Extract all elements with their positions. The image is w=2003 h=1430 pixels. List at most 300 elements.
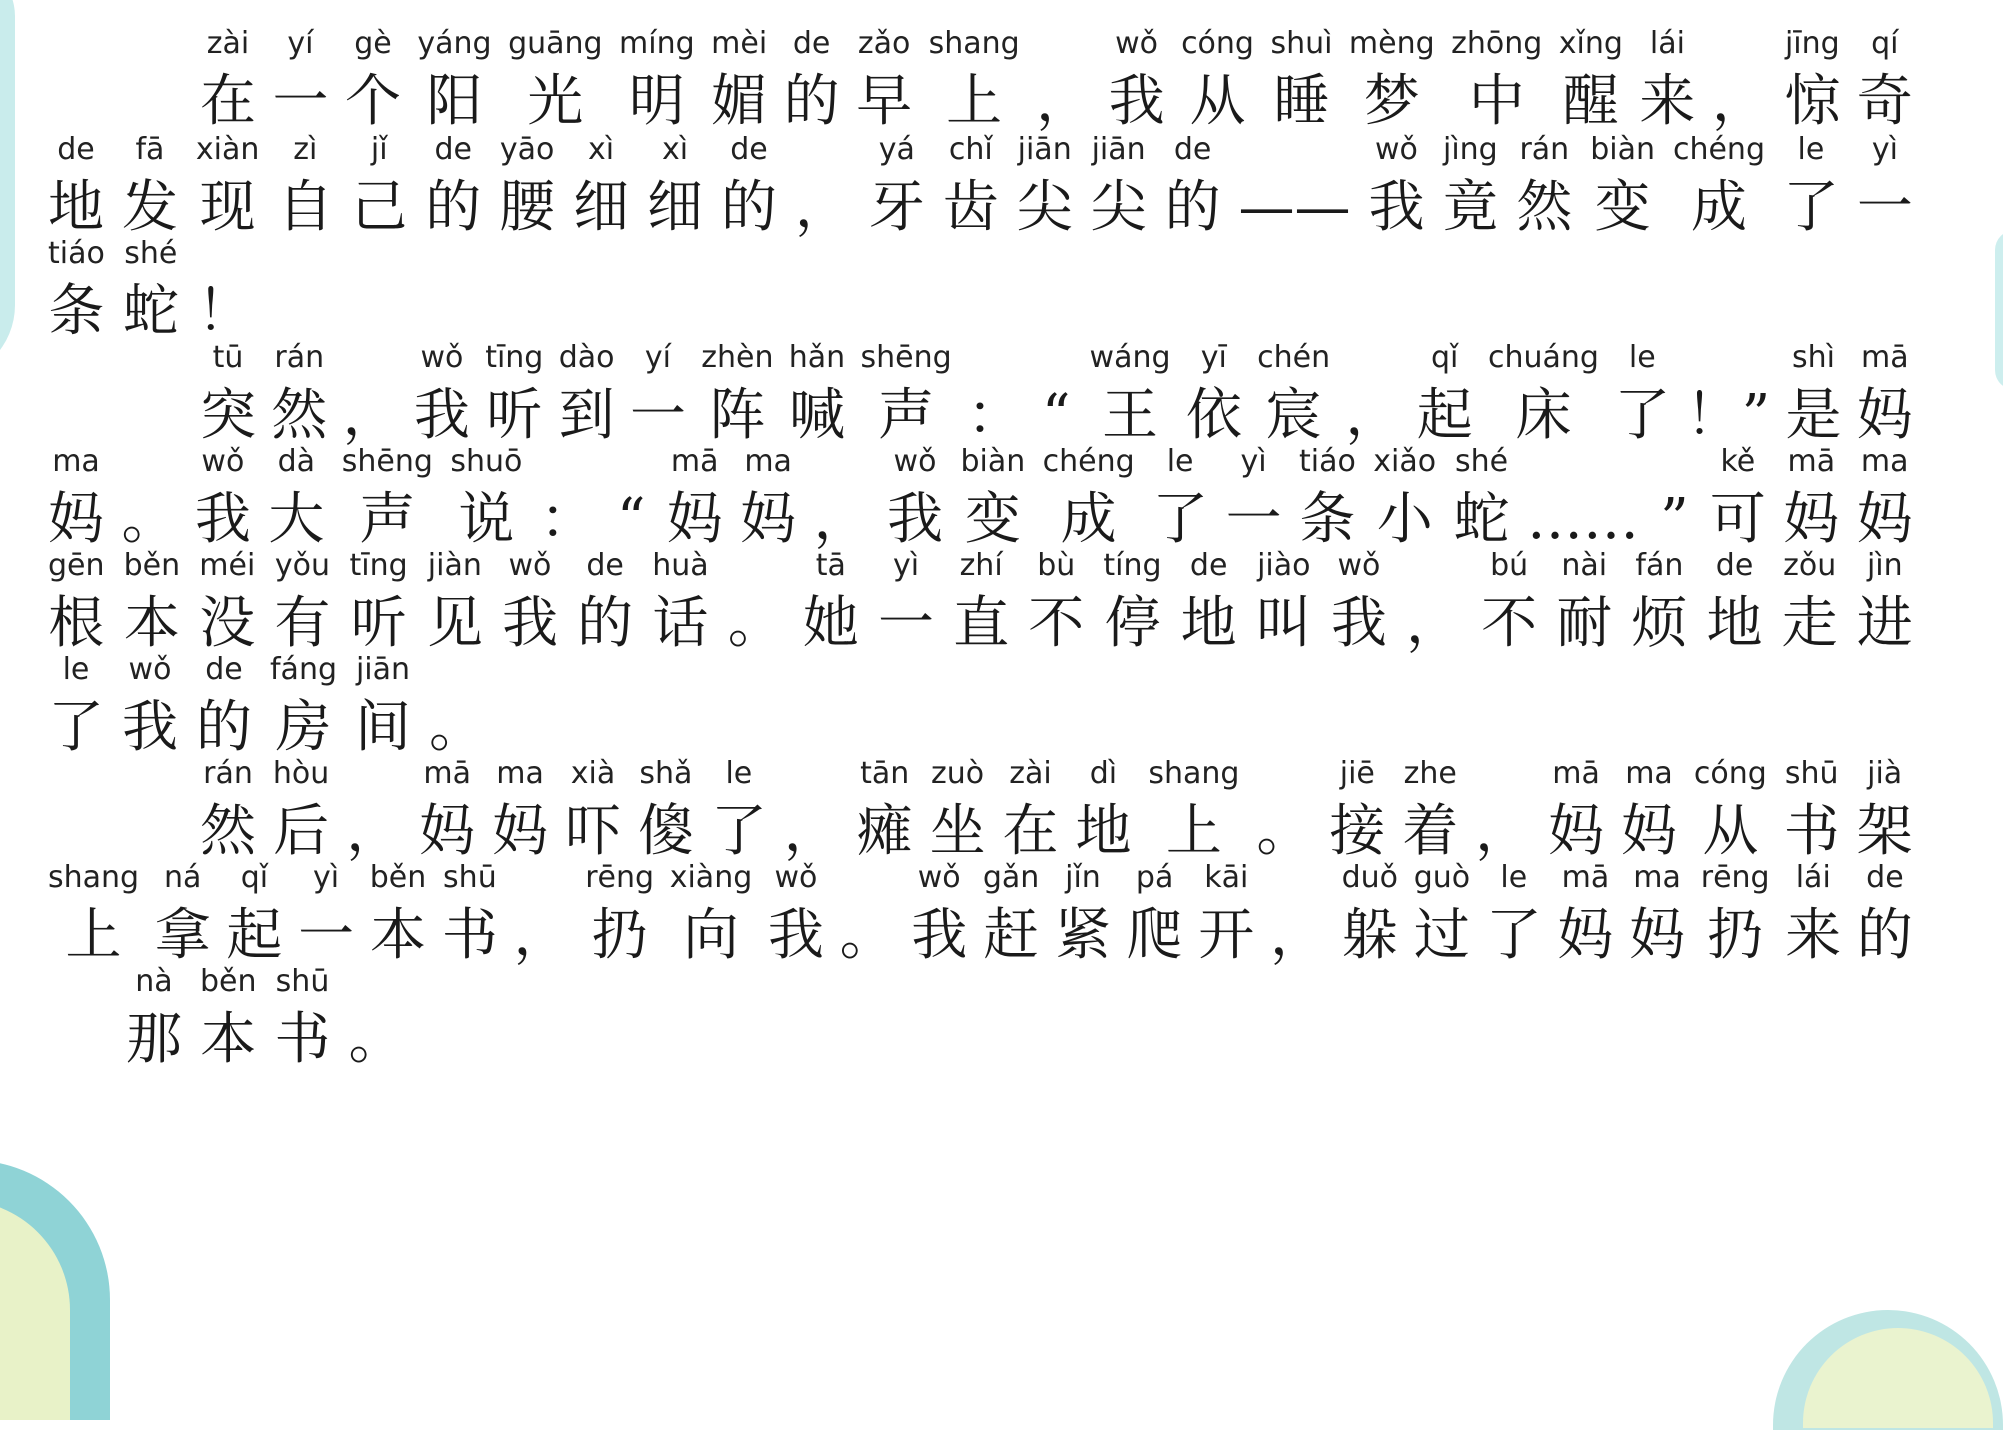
pinyin-label: le — [1166, 444, 1194, 479]
hanzi-character: 蛇 — [122, 279, 179, 344]
pinyin-label: xiàng — [669, 860, 753, 895]
hanzi-character: 扔 — [591, 903, 648, 968]
hanzi-character: 了 — [710, 799, 767, 864]
hanzi-character: 我 — [501, 591, 558, 656]
hanzi-character: 喊 — [788, 383, 845, 448]
pinyin-label: wǒ — [201, 444, 245, 479]
hanzi-character: 在 — [1002, 799, 1059, 864]
pinyin-label: tīng — [485, 340, 544, 375]
hanzi-character: 妈 — [740, 487, 797, 552]
pinyin-label: yáng — [417, 26, 492, 61]
hanzi-character: 阵 — [709, 383, 766, 448]
pinyin-label: de — [586, 548, 624, 583]
hanzi-character: 早 — [856, 69, 913, 134]
pinyin-label: guò — [1413, 860, 1471, 895]
punctuation-mark: 。 — [121, 487, 178, 552]
hanzi-character: 了 — [1485, 903, 1542, 968]
hanzi-character: 爬 — [1126, 903, 1183, 968]
hanzi-character: 是 — [1785, 383, 1842, 448]
hanzi-character: 然 — [1516, 175, 1573, 240]
pinyin-label: tíng — [1103, 548, 1162, 583]
pinyin-label: ma — [744, 444, 792, 479]
hanzi-character: 条 — [48, 279, 105, 344]
punctuation-mark: “ — [1041, 383, 1071, 448]
pinyin-label: bù — [1037, 548, 1076, 583]
hanzi-character: 变 — [964, 487, 1021, 552]
pinyin-label: cóng — [1693, 756, 1767, 791]
pinyin-label: yì — [313, 860, 340, 895]
hanzi-character: 地 — [1180, 591, 1237, 656]
punctuation-mark: “ — [616, 487, 646, 552]
hanzi-character: 书 — [274, 1007, 331, 1072]
character-cell — [1342, 860, 1398, 970]
hanzi-character: 床 — [1515, 383, 1572, 448]
hanzi-character: 我 — [911, 903, 968, 968]
hanzi-character: 腰 — [499, 175, 556, 240]
pinyin-label: le — [1500, 860, 1528, 895]
pinyin-label: jīng — [1784, 26, 1840, 61]
character-cell — [911, 860, 967, 970]
character-cell — [48, 236, 105, 346]
pinyin-label: hòu — [272, 756, 330, 791]
hanzi-character: 惊 — [1784, 69, 1841, 134]
pinyin-label: qǐ — [1431, 340, 1459, 375]
character-cell — [1055, 860, 1111, 970]
punctuation-mark: ， — [1475, 799, 1532, 864]
pinyin-label: duǒ — [1341, 860, 1399, 895]
pinyin-label: xiàn — [195, 132, 260, 167]
hanzi-character: 房 — [275, 695, 332, 760]
pinyin-label: jìn — [1866, 548, 1903, 583]
pinyin-label: zhe — [1403, 756, 1457, 791]
pinyin-label: yāo — [499, 132, 555, 167]
pinyin-label: wǒ — [774, 860, 818, 895]
hanzi-character: 己 — [351, 175, 408, 240]
pinyin-label: wǒ — [508, 548, 552, 583]
hanzi-character: 了 — [1152, 487, 1209, 552]
pinyin-label: qǐ — [240, 860, 269, 895]
hanzi-character: 竟 — [1442, 175, 1499, 240]
pinyin-label: de — [730, 132, 768, 167]
character-cell — [200, 964, 257, 1074]
hanzi-character: 我 — [767, 903, 824, 968]
pinyin-label: zhōng — [1451, 26, 1543, 61]
hanzi-character: 小 — [1376, 487, 1433, 552]
pinyin-label: shang — [928, 26, 1020, 61]
pinyin-label: xiǎo — [1373, 444, 1437, 479]
pinyin-label: jǐn — [1065, 860, 1101, 895]
pinyin-label: de — [434, 132, 472, 167]
pinyin-label: wǒ — [128, 652, 172, 687]
hanzi-character: 的 — [1856, 903, 1913, 968]
pinyin-label: shū — [1784, 756, 1839, 791]
pinyin-label: shēng — [860, 340, 952, 375]
hanzi-character: 她 — [802, 591, 859, 656]
hanzi-character: 一 — [629, 383, 686, 448]
pinyin-label: běn — [200, 964, 257, 999]
pinyin-label: chéng — [1672, 132, 1765, 167]
hanzi-character: 声 — [878, 383, 935, 448]
hanzi-character: 进 — [1856, 591, 1913, 656]
pinyin-label: xì — [588, 132, 615, 167]
character-cell — [768, 860, 824, 970]
punctuation-mark: ， — [1711, 69, 1768, 134]
punctuation-mark: ， — [1036, 69, 1093, 134]
hanzi-character: 上 — [65, 903, 122, 968]
pinyin-label: rán — [203, 756, 253, 791]
hanzi-character: 妈 — [1783, 487, 1840, 552]
hanzi-character: 不 — [1028, 591, 1085, 656]
pinyin-label: ma — [1625, 756, 1673, 791]
hanzi-character: 根 — [48, 591, 105, 656]
hanzi-character: 现 — [199, 175, 256, 240]
punctuation-mark: ： — [966, 383, 1023, 448]
character-cell — [1857, 860, 1913, 970]
pinyin-label: rēng — [585, 860, 655, 895]
pinyin-label: guāng — [508, 26, 603, 61]
hanzi-character: 开 — [1198, 903, 1255, 968]
punctuation-mark: ， — [513, 903, 570, 968]
pinyin-label: shū — [275, 964, 330, 999]
punctuation — [349, 964, 405, 1074]
punctuation-mark: ， — [1406, 591, 1463, 656]
hanzi-character: 本 — [369, 903, 426, 968]
pinyin-label: bú — [1490, 548, 1529, 583]
hanzi-character: 变 — [1594, 175, 1651, 240]
hanzi-character: 来 — [1785, 903, 1842, 968]
pinyin-label: kāi — [1204, 860, 1249, 895]
hanzi-character: 的 — [425, 175, 482, 240]
hanzi-character: 奇 — [1856, 69, 1913, 134]
pinyin-label: wǒ — [1337, 548, 1381, 583]
pinyin-label: zuò — [931, 756, 985, 791]
hanzi-character: 妈 — [419, 799, 476, 864]
character-cell — [123, 236, 179, 346]
pinyin-label: tān — [860, 756, 910, 791]
hanzi-character: 然 — [271, 383, 328, 448]
hanzi-character: 向 — [682, 903, 739, 968]
pinyin-label: shé — [1454, 444, 1509, 479]
hanzi-character: 了 — [48, 695, 104, 760]
pinyin-label: zǒu — [1783, 548, 1837, 583]
hanzi-character: 自 — [277, 175, 334, 240]
pinyin-label: de — [1715, 548, 1754, 583]
pinyin-label: rán — [274, 340, 325, 375]
pinyin-label: zǎo — [857, 26, 911, 61]
pinyin-label: yī — [1200, 340, 1227, 375]
pinyin-label: wǒ — [917, 860, 961, 895]
hanzi-character: 个 — [344, 69, 401, 134]
pinyin-label: gǎn — [982, 860, 1040, 895]
punctuation-mark: ！ — [196, 279, 253, 344]
pinyin-label: ma — [1633, 860, 1681, 895]
pinyin-label: yá — [878, 132, 915, 167]
hanzi-character: 妈 — [1557, 903, 1614, 968]
pinyin-label: xià — [570, 756, 616, 791]
hanzi-character: 妈 — [1856, 487, 1913, 552]
pinyin-label: le — [1797, 132, 1825, 167]
pinyin-label: fán — [1635, 548, 1684, 583]
hanzi-character: 我 — [122, 695, 178, 760]
punctuation-mark: ， — [794, 175, 851, 240]
punctuation-mark: ， — [1345, 383, 1402, 448]
pinyin-label: qí — [1871, 26, 1899, 61]
pinyin-label: shì — [1792, 340, 1835, 375]
pinyin-label: huà — [652, 548, 709, 583]
pinyin-label: pá — [1135, 860, 1174, 895]
hanzi-character: 话 — [652, 591, 709, 656]
pinyin-label: jiān — [355, 652, 411, 687]
hanzi-character: 扔 — [1707, 903, 1764, 968]
pinyin-label: nà — [135, 964, 173, 999]
hanzi-character: 蛇 — [1453, 487, 1510, 552]
hanzi-character: 我 — [1330, 591, 1387, 656]
pinyin-label: wǒ — [893, 444, 937, 479]
hanzi-character: 细 — [647, 175, 703, 240]
hanzi-character: 上 — [946, 69, 1003, 134]
pinyin-label: tīng — [349, 548, 408, 583]
hanzi-character: 宸 — [1265, 383, 1322, 448]
hanzi-character: 妈 — [1621, 799, 1677, 864]
pinyin-label: ma — [496, 756, 544, 791]
pinyin-label: yì — [1871, 132, 1898, 167]
hanzi-character: 睡 — [1273, 69, 1330, 134]
pinyin-label: wǒ — [420, 340, 464, 375]
hanzi-character: 牙 — [868, 175, 925, 240]
hanzi-character: 不 — [1481, 591, 1538, 656]
pinyin-label: yǒu — [274, 548, 330, 583]
pinyin-label: jiān — [1091, 132, 1146, 167]
hanzi-character: 本 — [123, 591, 180, 656]
pinyin-label: ná — [164, 860, 202, 895]
hanzi-character: 妈 — [492, 799, 549, 864]
hanzi-character: 没 — [199, 591, 256, 656]
pinyin-label: tū — [212, 340, 244, 375]
pinyin-label: mā — [1552, 756, 1600, 791]
hanzi-character: 的 — [783, 69, 840, 134]
pinyin-label: ma — [52, 444, 100, 479]
punctuation-mark: ， — [813, 487, 870, 552]
pinyin-label: shuō — [450, 444, 523, 479]
hanzi-character: 一 — [1225, 487, 1282, 552]
hanzi-character: 成 — [1690, 175, 1747, 240]
pinyin-label: jiàn — [427, 548, 482, 583]
hanzi-character: 来 — [1639, 69, 1696, 134]
pinyin-label: shǎ — [639, 756, 693, 791]
pinyin-label: xì — [661, 132, 689, 167]
pinyin-label: nài — [1561, 548, 1608, 583]
hanzi-character: 声 — [359, 487, 416, 552]
hanzi-character: 突 — [200, 383, 256, 448]
hanzi-character: 醒 — [1562, 69, 1619, 134]
hanzi-character: 停 — [1104, 591, 1161, 656]
punctuation-mark: 。 — [727, 591, 784, 656]
hanzi-character: 阳 — [426, 69, 483, 134]
punctuation-mark: 。 — [348, 1007, 405, 1072]
pinyin-label: mā — [1787, 444, 1836, 479]
character-cell — [1486, 860, 1542, 970]
hanzi-character: 齿 — [942, 175, 999, 240]
hanzi-character: 从 — [1702, 799, 1759, 864]
pinyin-label: jiān — [1017, 132, 1072, 167]
pinyin-label: yì — [892, 548, 920, 583]
hanzi-character: 着 — [1402, 799, 1459, 864]
hanzi-character: 坐 — [929, 799, 986, 864]
hanzi-character: 的 — [577, 591, 634, 656]
pinyin-label: lái — [1795, 860, 1831, 895]
punctuation-mark: ， — [342, 383, 399, 448]
hanzi-character: 瘫 — [856, 799, 913, 864]
pinyin-label: mèi — [711, 26, 768, 61]
hanzi-character: 了 — [1782, 175, 1839, 240]
pinyin-label: yì — [1240, 444, 1267, 479]
pinyin-label: dì — [1089, 756, 1118, 791]
character-cell — [1785, 860, 1841, 970]
hanzi-character: 地 — [1706, 591, 1763, 656]
hanzi-character: 说 — [458, 487, 515, 552]
pinyin-label: shēng — [341, 444, 433, 479]
pinyin-label: shuì — [1270, 26, 1333, 61]
pinyin-label: rēng — [1700, 860, 1770, 895]
pinyin-label: zì — [293, 132, 318, 167]
character-cell — [48, 652, 104, 762]
pinyin-label: fáng — [270, 652, 338, 687]
hanzi-character: 听 — [486, 383, 543, 448]
hanzi-character: 王 — [1102, 383, 1159, 448]
hanzi-character: 直 — [953, 591, 1010, 656]
punctuation-mark: —— — [1238, 175, 1351, 240]
pinyin-label: tā — [815, 548, 846, 583]
hanzi-character: 中 — [1468, 69, 1525, 134]
hanzi-character: 接 — [1329, 799, 1386, 864]
hanzi-character: 一 — [1856, 175, 1913, 240]
hanzi-character: 上 — [1165, 799, 1222, 864]
hanzi-character: 然 — [200, 799, 256, 864]
hanzi-character: 走 — [1781, 591, 1838, 656]
pinyin-label: chéng — [1042, 444, 1135, 479]
pinyin-label: zhí — [959, 548, 1003, 583]
pinyin-label: fā — [135, 132, 165, 167]
pinyin-label: jiē — [1339, 756, 1375, 791]
hanzi-character: 地 — [1075, 799, 1132, 864]
hanzi-character: 可 — [1709, 487, 1766, 552]
hanzi-character: 妈 — [1856, 383, 1913, 448]
hanzi-character: 见 — [426, 591, 483, 656]
hanzi-character: 的 — [196, 695, 252, 760]
pinyin-label: biàn — [960, 444, 1026, 479]
pinyin-label: ma — [1860, 444, 1909, 479]
pinyin-label: míng — [619, 26, 695, 61]
hanzi-character: 我 — [413, 383, 470, 448]
character-cell — [1414, 860, 1470, 970]
hanzi-character: 起 — [226, 903, 283, 968]
pinyin-label: de — [205, 652, 243, 687]
pinyin-label: wáng — [1089, 340, 1171, 375]
hanzi-character: 书 — [1783, 799, 1840, 864]
hanzi-character: 听 — [350, 591, 407, 656]
hanzi-character: 在 — [200, 69, 256, 134]
character-cell — [1629, 860, 1685, 970]
hanzi-character: 的 — [1164, 175, 1221, 240]
punctuation-mark: 。 — [1256, 799, 1313, 864]
character-cell — [275, 964, 331, 1074]
hanzi-character: 一 — [272, 69, 329, 134]
character-cell — [1557, 860, 1613, 970]
hanzi-character: 从 — [1189, 69, 1246, 134]
pinyin-label: lái — [1649, 26, 1685, 61]
hanzi-character: 地 — [48, 175, 104, 240]
hanzi-character: 有 — [274, 591, 331, 656]
punctuation-mark: ！” — [1685, 383, 1771, 448]
pinyin-label: xǐng — [1558, 26, 1623, 61]
hanzi-character: 的 — [720, 175, 777, 240]
pinyin-label: méi — [199, 548, 256, 583]
pinyin-label: zài — [206, 26, 250, 61]
hanzi-character: 了 — [1614, 383, 1671, 448]
hanzi-character: 到 — [558, 383, 615, 448]
pinyin-label: gēn — [48, 548, 105, 583]
hanzi-character: 拿 — [154, 903, 211, 968]
hanzi-character: 叫 — [1255, 591, 1312, 656]
pinyin-label: de — [1189, 548, 1228, 583]
hanzi-character: 妈 — [1629, 903, 1686, 968]
hanzi-character: 一 — [298, 903, 355, 968]
pinyin-label: le — [725, 756, 753, 791]
pinyin-label: wǒ — [1115, 26, 1159, 61]
hanzi-character: 媚 — [711, 69, 768, 134]
pinyin-label: le — [1628, 340, 1656, 375]
hanzi-character: 躲 — [1341, 903, 1398, 968]
pinyin-label: běn — [369, 860, 427, 895]
character-cell — [983, 860, 1039, 970]
hanzi-character: 明 — [628, 69, 685, 134]
punctuation-mark: ， — [783, 799, 840, 864]
hanzi-character: 紧 — [1054, 903, 1111, 968]
pinyin-label: dào — [558, 340, 615, 375]
pinyin-label: biàn — [1590, 132, 1656, 167]
hanzi-character: 烦 — [1631, 591, 1688, 656]
pinyin-label: yí — [644, 340, 671, 375]
pinyin-label: mā — [670, 444, 719, 479]
pinyin-label: jǐ — [370, 132, 388, 167]
pinyin-label: kě — [1720, 444, 1756, 479]
hanzi-character: 尖 — [1016, 175, 1073, 240]
punctuation-mark: ， — [1269, 903, 1326, 968]
pinyin-label: shang — [1148, 756, 1240, 791]
text-line — [126, 950, 726, 1074]
pinyin-label: gè — [354, 26, 392, 61]
hanzi-character: 吓 — [565, 799, 621, 864]
punctuation-mark: ” — [1660, 487, 1689, 552]
pinyin-label: rán — [1519, 132, 1570, 167]
hanzi-character: 妈 — [48, 487, 104, 552]
pinyin-label: le — [62, 652, 90, 687]
pinyin-label: de — [1173, 132, 1212, 167]
pinyin-label: tiáo — [48, 236, 105, 271]
hanzi-character: 我 — [1368, 175, 1425, 240]
punctuation-mark: 。 — [429, 695, 486, 760]
pinyin-label: mèng — [1348, 26, 1435, 61]
hanzi-character: 妈 — [666, 487, 723, 552]
punctuation — [1270, 860, 1326, 970]
hanzi-character: 条 — [1299, 487, 1356, 552]
character-cell — [126, 964, 182, 1074]
pinyin-label: dà — [277, 444, 316, 479]
hanzi-character: 我 — [194, 487, 251, 552]
pinyin-label: chén — [1257, 340, 1331, 375]
character-cell — [1198, 860, 1254, 970]
pinyin-label: chuáng — [1488, 340, 1599, 375]
